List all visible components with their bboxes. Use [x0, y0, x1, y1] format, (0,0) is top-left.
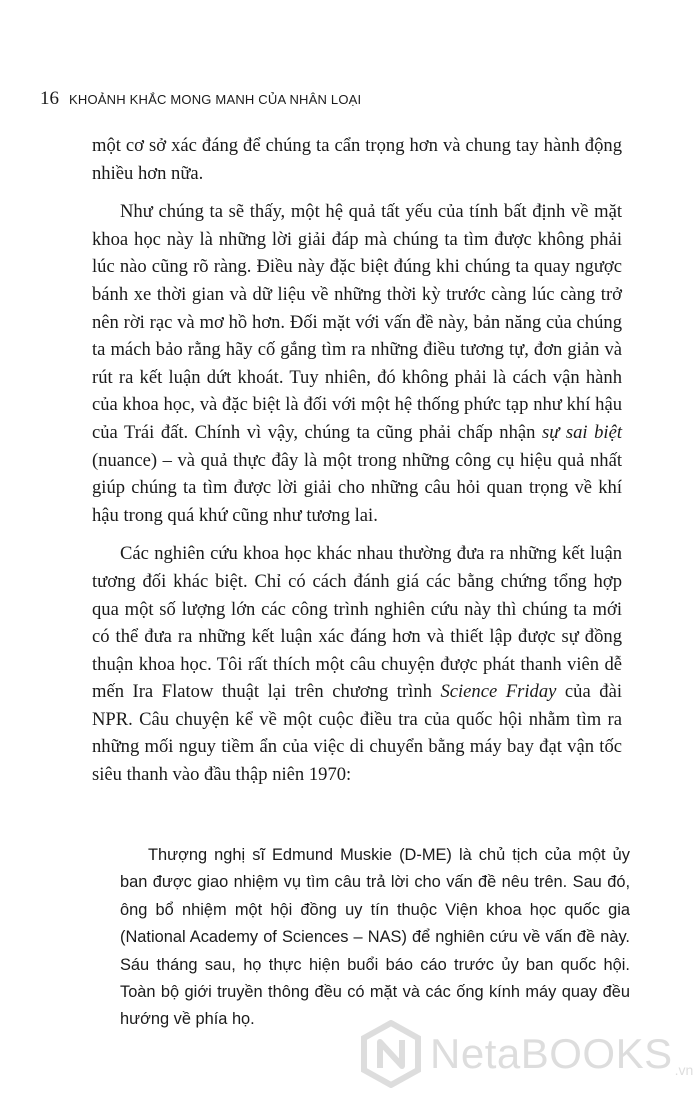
watermark-brand: NetaBOOKS: [430, 1030, 673, 1077]
paragraph-3: [92, 540, 622, 788]
watermark: [360, 1020, 693, 1088]
block-quote: Thượng nghị sĩ Edmund Muskie (D-ME) là chủ tịch của một ủy ban được giao nhiệm vụ tìm câu trả lời cho vấn đề nêu trên. Sau đó, ông bổ nhiệm một hội đồng uy tín thuộc Viện khoa học quốc gia (National Academy of Sciences – NAS) để nghiên cứu về vấn đề này. Sáu tháng sau, họ thực hiện buổi báo cáo trước ủy ban quốc hội. Toàn bộ giới truyền thông đều có mặt và các ống kính máy quay đều hướng về phía họ.: [120, 846, 630, 1029]
paragraph-3-text-end: của đài NPR. Câu chuyện kể về một cuộc điều tra của quốc hội nhằm tìm ra những mối nguy tiềm ẩn của việc di chuyển bằng máy bay đạt vận tốc siêu thanh vào đầu thập niên 1970:: [92, 681, 622, 786]
paragraph-1-text: một cơ sở xác đáng để chúng ta cẩn trọng hơn và chung tay hành động nhiều hơn nữa.: [92, 135, 622, 184]
paragraph-2-text-start: Như chúng ta sẽ thấy, một hệ quả tất yếu của tính bất định về mặt khoa học này là những lời giải đáp mà chúng ta tìm được không phải lúc nào cũng rõ ràng. Điều này đặc biệt đúng khi chúng ta quay ngược bánh xe thời gian và dữ liệu về những thời kỳ trước càng lúc càng trở nên rời rạc và mơ hồ hơn. Đối mặt với vấn đề này, bản năng của chúng ta mách bảo rằng hãy cố gắng tìm ra những điều tương tự, đơn giản và rút ra kết luận dứt khoát. Tuy nhiên, đó không phải là cách vận hành của khoa học, và đặc biệt là đối với một hệ thống phức tạp như khí hậu của Trái đất. Chính vì vậy, chúng ta cũng phải chấp nhận: [92, 201, 622, 443]
paragraph-2-text-end: (nuance) – và quả thực đây là một trong những công cụ hiệu quả nhất giúp chúng ta tìm được lời giải cho những câu hỏi quan trọng về khí hậu trong quá khứ cũng như tương lai.: [92, 449, 622, 526]
page-number: 16: [40, 88, 59, 109]
netabooks-logo-icon: [360, 1020, 422, 1088]
paragraph-3-emphasis: Science Friday: [440, 681, 557, 703]
paragraph-3-text-start: Các nghiên cứu khoa học khác nhau thường đưa ra những kết luận tương đối khác biệt. Chỉ có cách đánh giá các bằng chứng tổng hợp qua một số lượng lớn các công trình nghiên cứu này thì chúng ta mới có thể đưa ra những kết luận xác đáng hơn và thiết lập được sự đồng thuận khoa học. Tôi rất thích một câu chuyện được phát thanh viên dễ mến Ira Flatow thuật lại trên chương trình: [92, 543, 622, 703]
paragraph-1: [92, 132, 622, 187]
running-title: KHOẢNH KHẮC MONG MANH CỦA NHÂN LOẠI: [69, 92, 362, 107]
watermark-suffix: .vn: [674, 1062, 694, 1078]
running-header: [40, 88, 361, 110]
body-text: [92, 132, 622, 800]
paragraph-2-emphasis: sự sai biệt: [541, 421, 622, 443]
paragraph-2: [92, 198, 622, 529]
